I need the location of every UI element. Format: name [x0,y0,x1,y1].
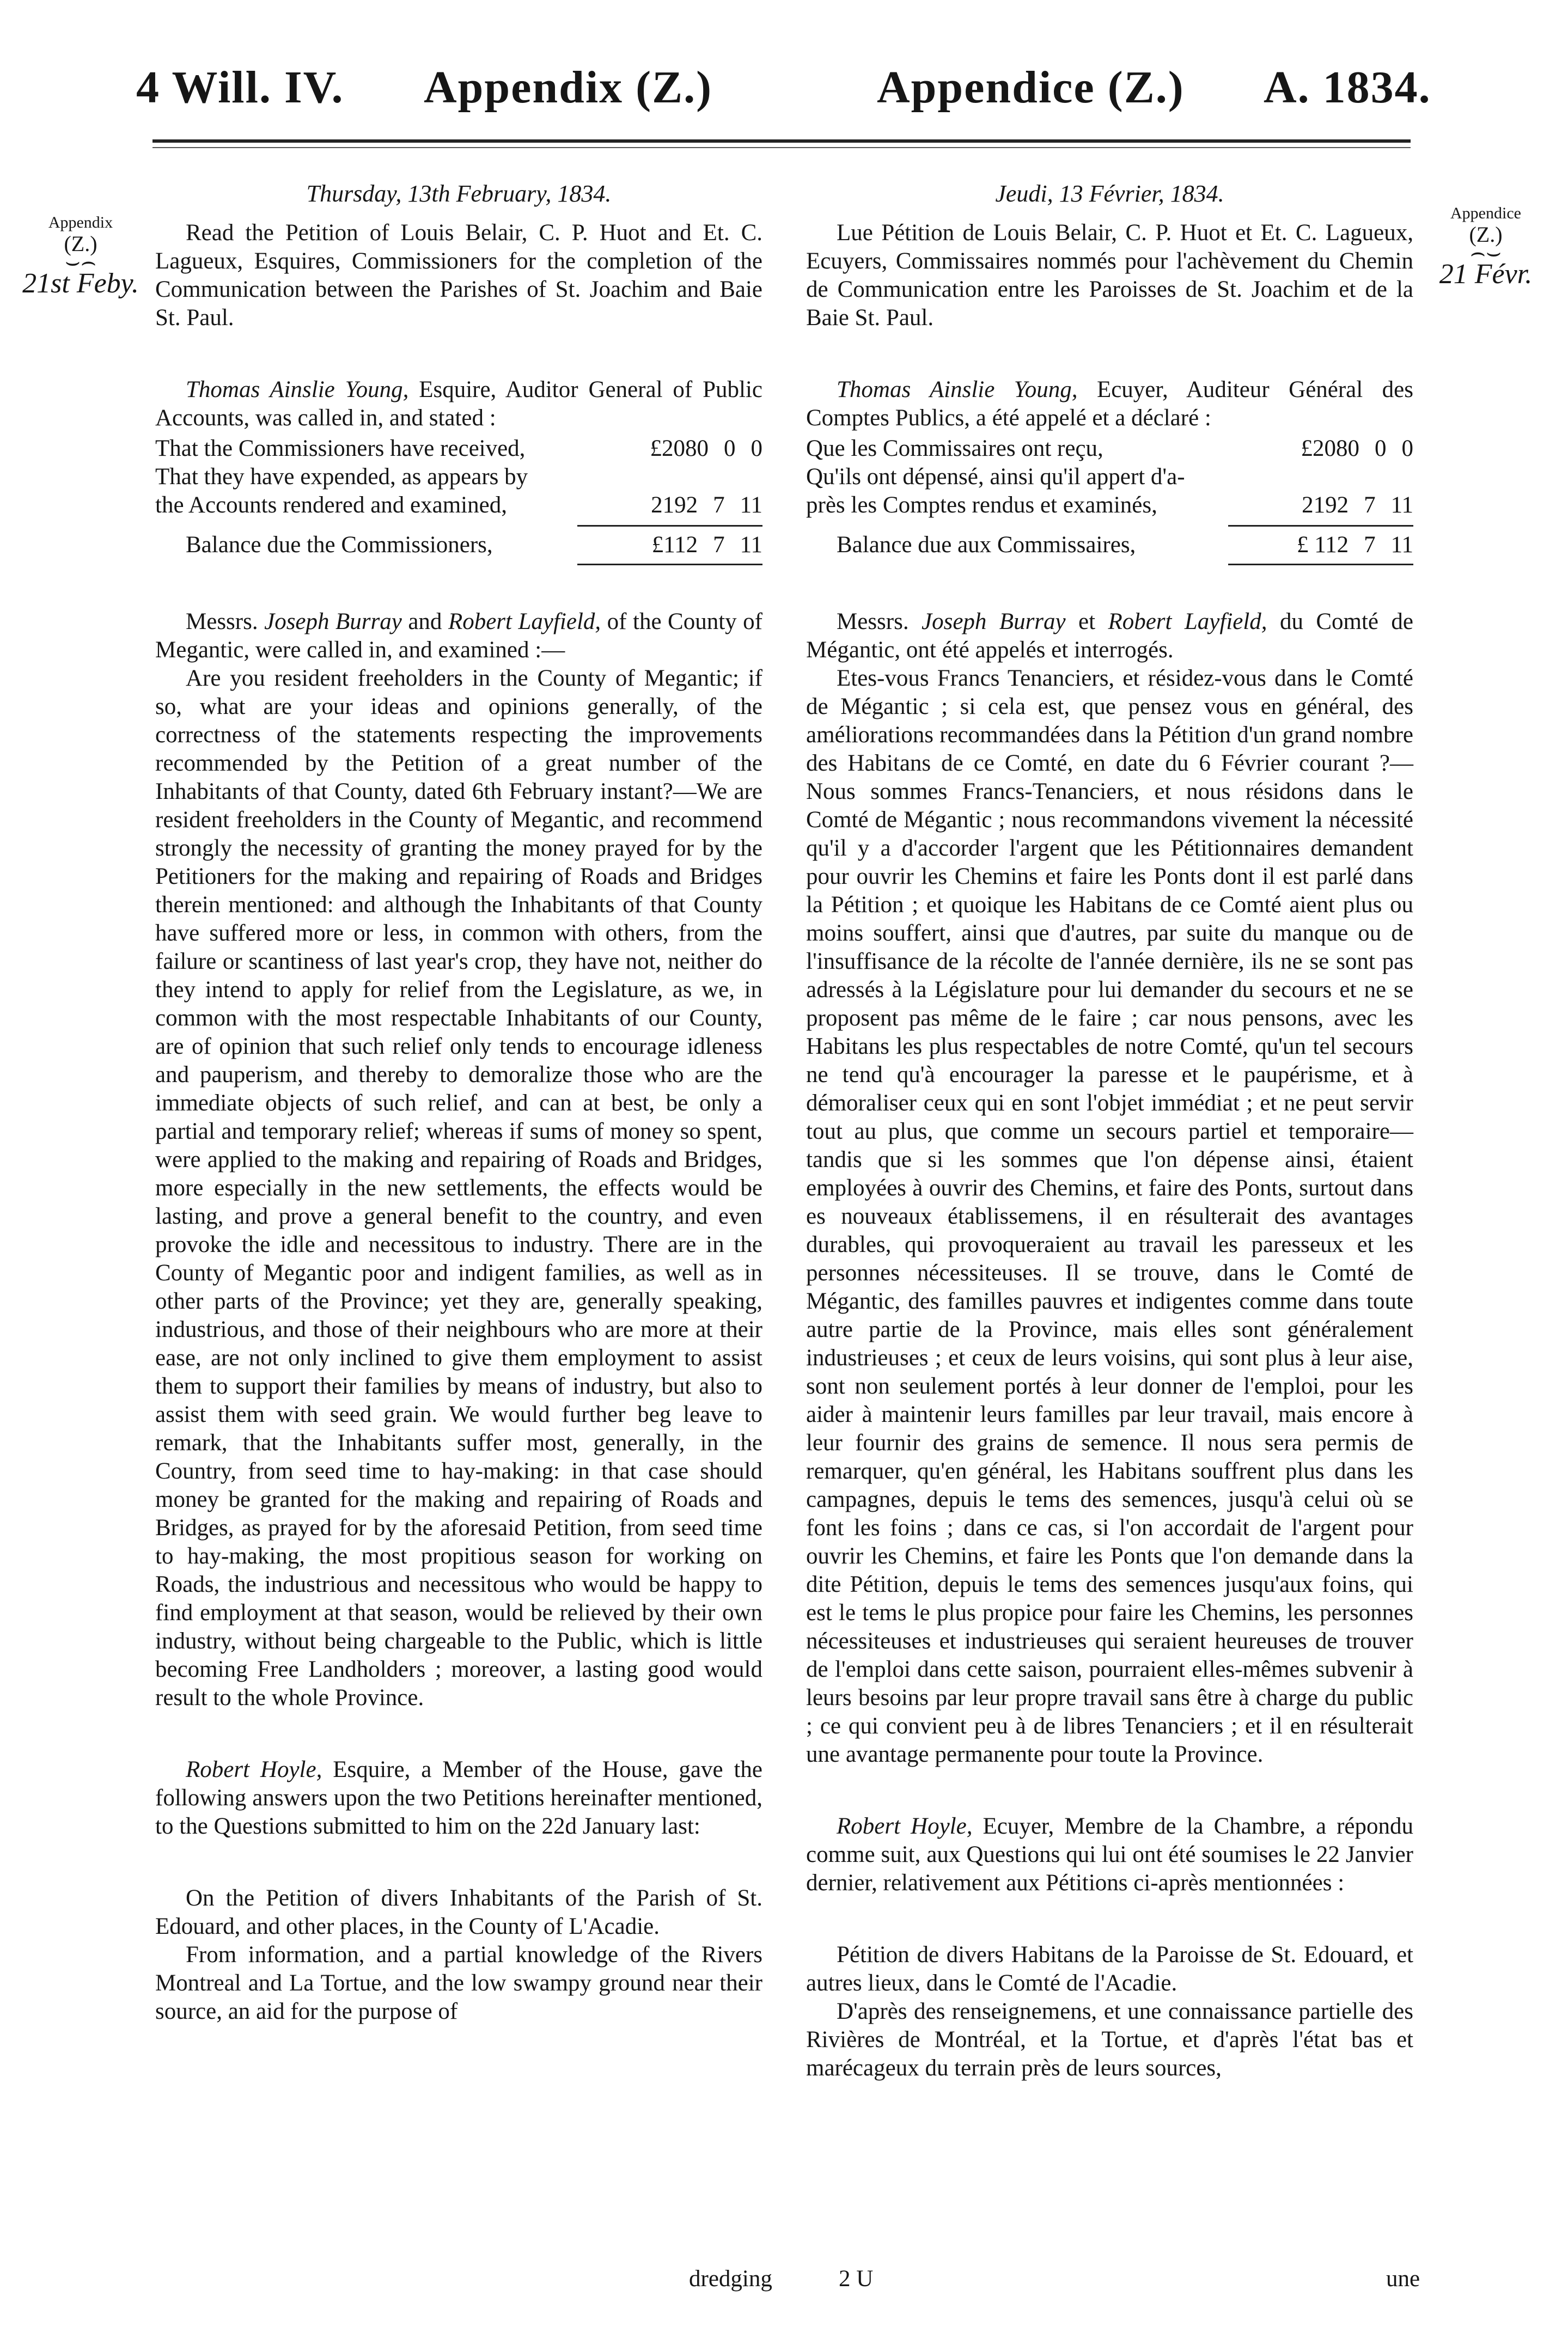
sum-rule [1228,525,1413,527]
margin-appendice-letter: (Z.) [1469,222,1503,247]
witnesses-and: and [401,609,448,634]
answer-paragraph: From information, and a partial knowledge of the Rivers Montreal and La Tortue, and the low swampy ground near their source, an aid for the purpose of [155,1942,762,2024]
header-regnal-year: 4 Will. IV. [136,62,344,113]
margin-note-right [1415,204,1557,291]
hoyle-text: Esquire, a Member of the House, gave the following answers upon the two Petitions hereinafter mentioned, to the Questions submitted to him on the 22d January last: [155,1757,762,1839]
margin-brace-icon: ⌢⌣ [1470,239,1502,266]
margin-appendix-label: Appendix [48,213,113,231]
account-amount [599,491,762,520]
petition-heading: On the Petition of divers Inhabitants of the Parish of St. Edouard, and other places, in the County of L'Acadie. [155,1885,762,1939]
pence: 0 [751,436,762,461]
pence: 11 [1390,492,1413,518]
hoyle-text: Ecuyer, Membre de la Chambre, a répondu comme suit, aux Questions qui lui ont été soumises le 22 Janvier dernier, relativement aux Pétitions ci-après mentionnées : [806,1813,1413,1896]
auditor-paragraph [806,376,1413,432]
spacer [155,332,762,376]
balance-label: Balance due the Commissioners, [186,532,493,558]
shillings: 0 [1375,436,1387,461]
margin-appendix-letter: (Z.) [64,231,97,256]
header-year: A. 1834. [1264,62,1431,113]
witness-name: Joseph Burray [264,609,402,634]
account-row [155,463,762,491]
shillings: 7 [1364,492,1376,518]
examination-paragraph: Etes-vous Francs Tenanciers, et résidez-vous dans le Comté de Mégantic ; si cela est, que pensez vous en général, des améliorations recommandées dans la Pétition d'un grand nombre des Habitans de ce Comté, en date du 6 Février courant ?—Nous sommes Francs-Tenanciers, et nous résidons dans le Comté de Mégantic ; nous recommandons vivement la nécessité qu'il y a d'accorder l'argent que les Pétitionnaires demandent pour ouvrir les Chemins et faire les Ponts dont il est parlé dans la Pétition ; et quoique les Habitans de ce Comté aient plus ou moins souffert, ainsi que d'autres, par suite du manque ou de l'insuffisance de la récolte de l'année dernière, ils ne se sont pas adressés à la Législature pour lui demander du secours et ne se proposent pas même de le faire ; car nous pensons, avec les Habitans les plus respectables de notre Comté, qu'un tel secours ne tend qu'à encourager la paresse et le paupérisme, et à démoraliser ceux qui en sont l'objet immédiat ; et ne peut servir tout au plus, que comme un secours partiel et temporaire—tandis que si les sommes que l'on dépense ainsi, étaient employées à ouvrir des Chemins, et faire des Ponts, surtout dans es nouveaux établissemens, il en résulterait des avantages durables, qui provoqueraient au travail les paresseux et les personnes nécessiteuses. Il se trouve, dans le Comté de Mégantic, des familles pauvres et indigentes comme dans toute autre partie de la Province, mais elles sont généralement industrieuses ; et ceux de leurs voisins, qui sont plus à leur aise, sont non seulement portés à leur donner de l'emploi, pour les aider à maintenir leurs familles par leur travail, mais encore à leur fournir des grains de semence. Il nous sera permis de remarquer, qu'en général, les Habitans souffrent plus dans les campagnes, depuis le tems des semences, jusqu'à celui où se font les foins ; dans ce cas, si l'on accordait de l'argent pour ouvrir les Chemins, et faire les Ponts que l'on demande dans la dite Pétition, depuis le tems des semences jusqu'aux foins, qui est le tems le plus propice pour faire les Chemins, les personnes nécessiteuses et industrieuses qui seraient heureuses de trouver de l'emploi dans cette saison, pourraient elles-mêmes subvenir à leurs besoins par leur propre travail sans être à charge du public ; ce qui convient peu à de libres Tenanciers ; et il en résulterait une avantage permanente pour toute la Province. [806,665,1413,1767]
header-rule-thin [152,147,1411,148]
hoyle-paragraph [806,1812,1413,1897]
balance-amount [1250,531,1413,559]
pounds: 2192 [651,492,698,518]
account-amount [1250,435,1413,463]
auditor-paragraph [155,376,762,432]
account-row [806,463,1413,491]
spacer [155,1841,762,1884]
header-appendix-en: Appendix (Z.) [424,62,713,113]
spacer [806,565,1413,608]
pounds: 2192 [1302,492,1349,518]
auditor-text: Esquire, Auditor General of Public Accounts, was called in, and stated : [155,377,762,431]
account-table [806,435,1413,565]
account-label: the Accounts rendered and examined, [155,492,507,518]
balance-row [155,531,762,559]
account-row [806,491,1413,520]
auditor-name: Thomas Ainslie Young, [186,377,409,402]
sum-rule [577,525,762,527]
margin-brace-icon: ⌣⌢ [65,248,96,276]
hoyle-paragraph [155,1756,762,1841]
examination-paragraph: Are you resident freeholders in the County of Megantic; if so, what are your ideas and opinions generally, of the correctness of the statements respecting the improvements recommended by the Petition of a great number of the Inhabitants of that County, dated 6th February instant?—We are resident freeholders in the County of Megantic, and recommend strongly the necessity of granting the money prayed for by the Petitioners for the making and repairing of Roads and Bridges therein mentioned: and although the Inhabitants of that County have suffered more or less, in common with others, from the failure or scantiness of last year's crop, they have not, neither do they intend to apply for relief from the Legislature, as we, in common with the most respectable Inhabitants of our County, are of opinion that such relief only tends to encourage idleness and pauperism, and thereby to demoralize those who are the immediate objects of such relief, and can at best, be only a partial and temporary relief; whereas if sums of money so spent, were applied to the making and repairing of Roads and Bridges, more especially in the new settlements, the effects would be lasting, and prove a general benefit to the country, and even provoke the idle and necessitous to industry. There are in the County of Megantic poor and indigent families, as well as in other parts of the Province; yet they are, generally speaking, industrious, and those of their neighbours who are more at their ease, are not only inclined to give them employment to assist them to support their families by means of industry, but also to assist them with seed grain. We would further beg leave to remark, that the Inhabitants suffer most, generally, in the Country, from seed time to hay-making: in that case should money be granted for the making and repairing of Roads and Bridges, as prayed for by the aforesaid Petition, from seed time to hay-making, the most propitious season for working on Roads, the industrious and necessitous who would be happy to find employment at that season, would be relieved by their own industry, without being chargeable to the Public, which is little becoming Free Landholders ; moreover, a lasting good would result to the whole Province. [155,665,762,1711]
auditor-name: Thomas Ainslie Young, [837,377,1078,402]
pence: 11 [1390,532,1413,558]
catchword: une [1386,2266,1420,2292]
account-table [155,435,762,565]
balance-label: Balance due aux Commissaires, [837,532,1136,558]
pence: 0 [1401,436,1413,461]
french-column [806,180,1413,2082]
spacer [155,565,762,608]
header-rule [152,139,1411,143]
witnesses-and: et [1065,609,1108,634]
shillings: 0 [724,436,736,461]
signature-mark: 2 U [839,2266,874,2292]
sitting-date: Thursday, 13th February, 1834. [306,180,612,207]
petition-heading: Pétition de divers Habitans de la Paroisse de St. Edouard, et autres lieux, dans le Comté de l'Acadie. [806,1942,1413,1996]
petition-read-paragraph: Lue Pétition de Louis Belair, C. P. Huot et Et. C. Lagueux, Ecuyers, Commissaires nommés pour l'achèvement du Chemin de Communication entre les Paroisses de St. Joachim et de la Baie St. Paul. [806,220,1413,331]
witness-name: Robert Layfield, [1108,609,1267,634]
spacer [806,1769,1413,1812]
shillings: 7 [713,492,725,518]
witnesses-text: du Comté de Mégantic, ont été appelés et interrogés. [806,609,1413,663]
witnesses-prefix: Messrs. [837,609,922,634]
witnesses-prefix: Messrs. [186,609,265,634]
auditor-text: Ecuyer, Auditeur Général des Comptes Publics, a été appelé et a déclaré : [806,377,1413,431]
spacer [806,332,1413,376]
pounds: £2080 [650,436,709,461]
pence: 11 [740,532,762,558]
member-name: Robert Hoyle, [186,1757,322,1782]
member-name: Robert Hoyle, [837,1813,973,1839]
balance-row [806,531,1413,559]
spacer [806,1897,1413,1941]
spacer [155,1712,762,1756]
margin-note-left [15,213,146,300]
account-row [155,491,762,520]
witnesses-paragraph [806,608,1413,664]
margin-date: 21 Févr. [1439,259,1533,290]
petition-read-paragraph: Read the Petition of Louis Belair, C. P. Huot and Et. C. Lagueux, Esquires, Commissioners for the completion of the Communication between the Parishes of St. Joachim and Baie St. Paul. [155,220,762,331]
account-label: Que les Commissaires ont reçu, [806,436,1103,461]
pounds: £2080 [1301,436,1359,461]
pounds: £112 [651,532,698,558]
sitting-date: Jeudi, 13 Février, 1834. [995,180,1224,207]
witnesses-paragraph [155,608,762,664]
account-row [806,435,1413,463]
catchword: dredging [689,2266,772,2292]
account-label: près les Comptes rendus et examinés, [806,492,1157,518]
account-row [155,435,762,463]
answer-paragraph: D'après des renseignemens, et une connaissance partielle des Rivières de Montréal, et la Tortue, et d'après l'état bas et marécageux du terrain près de leurs sources, [806,1999,1413,2081]
account-label: That the Commissioners have received, [155,436,526,461]
margin-date: 21st Feby. [22,268,139,300]
pounds: £ 112 [1296,532,1349,558]
shillings: 7 [713,532,725,558]
account-amount [599,435,762,463]
margin-appendice-label: Appendice [1450,204,1521,222]
account-label: Qu'ils ont dépensé, ainsi qu'il appert d'a- [806,464,1185,490]
pence: 11 [740,492,762,518]
witness-name: Robert Layfield, [448,609,601,634]
account-amount [1250,491,1413,520]
english-column [155,180,762,2026]
shillings: 7 [1364,532,1376,558]
witnesses-text: of the County of Megantic, were called in, and examined :— [155,609,762,663]
account-label: That they have expended, as appears by [155,464,528,490]
header-appendix-fr: Appendice (Z.) [877,62,1185,113]
witness-name: Joseph Burray [922,609,1066,634]
balance-amount [599,531,762,559]
